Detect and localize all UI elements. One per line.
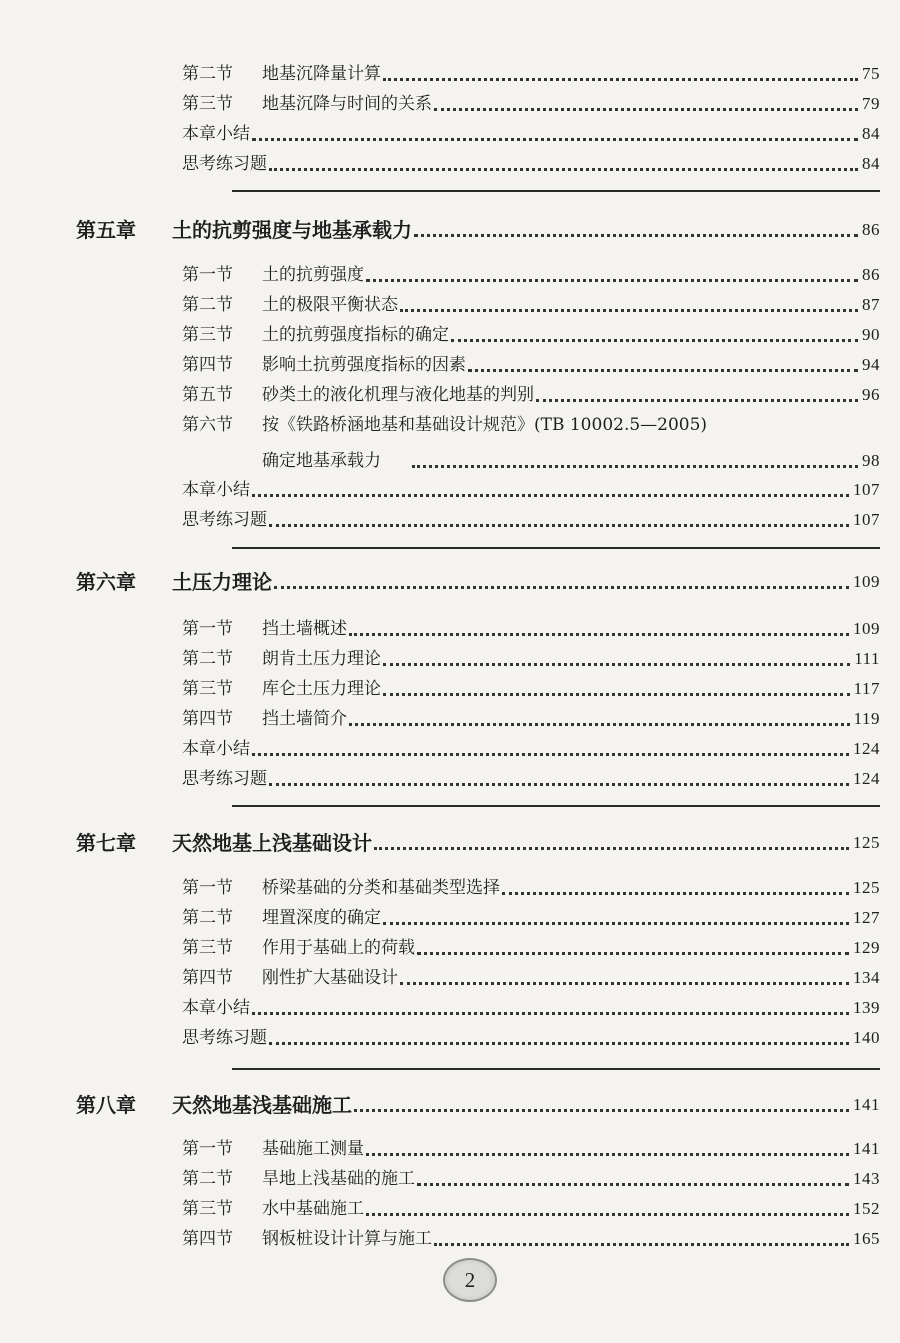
chapter-number: 第六章: [76, 570, 136, 594]
toc-section-row: [182, 708, 880, 730]
section-number: 第四节: [182, 355, 233, 375]
toc-section-row-multiline: [182, 414, 880, 436]
section-title-continuation: 确定地基承载力: [262, 451, 381, 471]
leader-dots: [349, 723, 850, 726]
chapter-title: 天然地基浅基础施工: [172, 1093, 352, 1117]
section-number: 第三节: [182, 325, 233, 345]
toc-continuation-leader: [410, 450, 880, 472]
section-title: 思考练习题: [182, 510, 267, 530]
page-number-badge: [443, 1258, 497, 1302]
toc-section-row: [182, 1228, 880, 1250]
section-number: 第一节: [182, 265, 233, 285]
page-number: 79: [862, 94, 880, 113]
leader-dots: [451, 339, 858, 342]
leader-dots: [412, 465, 858, 468]
toc-section-row: [182, 294, 880, 316]
page-number: 124: [853, 739, 880, 758]
toc-section-row: [182, 153, 880, 175]
page-number: 84: [862, 124, 880, 143]
toc-section-row: [182, 907, 880, 929]
section-title: 影响土抗剪强度指标的因素: [262, 355, 466, 375]
page-number-text: 2: [464, 1267, 476, 1292]
page-number: 124: [853, 769, 880, 788]
toc-section-row: [182, 1168, 880, 1190]
section-number: 第二节: [182, 1169, 233, 1189]
toc-section-row: [182, 678, 880, 700]
toc-section-row: [182, 324, 880, 346]
toc-chapter-row: [76, 832, 880, 854]
chapter-divider: [232, 805, 880, 807]
section-title: 朗肯土压力理论: [262, 649, 381, 669]
section-title: 埋置深度的确定: [262, 908, 381, 928]
toc-section-row: [182, 1198, 880, 1220]
toc-section-row: [182, 937, 880, 959]
section-number: 第四节: [182, 968, 233, 988]
page-number: 125: [853, 878, 880, 897]
toc-section-row: [182, 1138, 880, 1160]
section-number: 第二节: [182, 649, 233, 669]
leader-dots: [366, 279, 858, 282]
section-number: 第四节: [182, 1229, 233, 1249]
page-number: 86: [862, 220, 880, 239]
toc-chapter-row: [76, 571, 880, 593]
section-title: 本章小结: [182, 124, 250, 144]
section-title: 基础施工测量: [262, 1139, 364, 1159]
section-title: 作用于基础上的荷载: [262, 938, 415, 958]
page-number: 96: [862, 385, 880, 404]
chapter-number: 第八章: [76, 1093, 136, 1117]
page-number: 84: [862, 154, 880, 173]
section-title: 库仑土压力理论: [262, 679, 381, 699]
section-title: 水中基础施工: [262, 1199, 364, 1219]
page-number: 143: [853, 1169, 880, 1188]
leader-dots: [269, 524, 849, 527]
page-number: 141: [853, 1095, 880, 1114]
leader-dots: [374, 847, 849, 850]
section-number: 第六节: [182, 415, 233, 435]
page-number: 107: [853, 480, 880, 499]
toc-section-row: [182, 509, 880, 531]
leader-dots: [252, 753, 849, 756]
section-number: 第五节: [182, 385, 233, 405]
page-number: 129: [853, 938, 880, 957]
toc-section-row: [182, 384, 880, 406]
leader-dots: [274, 586, 849, 589]
section-number: 第二节: [182, 908, 233, 928]
section-number: 第三节: [182, 679, 233, 699]
leader-dots: [417, 1183, 849, 1186]
section-title: 旱地上浅基础的施工: [262, 1169, 415, 1189]
section-number: 第一节: [182, 1139, 233, 1159]
leader-dots: [383, 922, 849, 925]
section-title: 挡土墙概述: [262, 619, 347, 639]
leader-dots: [434, 108, 858, 111]
leader-dots: [252, 138, 858, 141]
chapter-divider: [232, 547, 880, 549]
page-number: 111: [854, 649, 880, 668]
page-number: 98: [862, 451, 880, 470]
chapter-title: 天然地基上浅基础设计: [172, 831, 372, 855]
leader-dots: [502, 892, 849, 895]
leader-dots: [434, 1243, 849, 1246]
leader-dots: [400, 309, 858, 312]
leader-dots: [269, 783, 849, 786]
section-number: 第二节: [182, 295, 233, 315]
page-number: 165: [853, 1229, 880, 1248]
page-number: 125: [853, 833, 880, 852]
toc-section-row: [182, 648, 880, 670]
leader-dots: [383, 693, 850, 696]
section-title: 本章小结: [182, 998, 250, 1018]
section-title: 本章小结: [182, 739, 250, 759]
chapter-divider: [232, 190, 880, 192]
section-number: 第二节: [182, 64, 233, 84]
page-number: 109: [853, 572, 880, 591]
section-title: 土的抗剪强度指标的确定: [262, 325, 449, 345]
toc-section-row: [182, 877, 880, 899]
toc-section-row: [182, 967, 880, 989]
page-number: 127: [853, 908, 880, 927]
section-title: 思考练习题: [182, 154, 267, 174]
leader-dots: [354, 1109, 849, 1112]
leader-dots: [252, 494, 849, 497]
leader-dots: [417, 952, 849, 955]
section-title: 思考练习题: [182, 769, 267, 789]
toc-section-row: [182, 618, 880, 640]
page-number: 117: [853, 679, 880, 698]
page-number: 109: [853, 619, 880, 638]
leader-dots: [383, 663, 850, 666]
page-number: 86: [862, 265, 880, 284]
section-title: 挡土墙简介: [262, 709, 347, 729]
page-number: 140: [853, 1028, 880, 1047]
page-number: 94: [862, 355, 880, 374]
section-number: 第三节: [182, 938, 233, 958]
toc-section-row: [182, 479, 880, 501]
section-title: 按《铁路桥涵地基和基础设计规范》(TB 10002.5—2005): [262, 415, 708, 435]
leader-dots: [468, 369, 858, 372]
leader-dots: [349, 633, 849, 636]
toc-section-row: [182, 997, 880, 1019]
toc-section-row: [182, 738, 880, 760]
toc-chapter-row: [76, 219, 880, 241]
chapter-number: 第五章: [76, 218, 136, 242]
chapter-title: 土的抗剪强度与地基承载力: [172, 218, 412, 242]
toc-section-row: [182, 768, 880, 790]
page-number: 141: [853, 1139, 880, 1158]
chapter-divider: [232, 1068, 880, 1070]
section-number: 第四节: [182, 709, 233, 729]
chapter-number: 第七章: [76, 831, 136, 855]
page-number: 87: [862, 295, 880, 314]
leader-dots: [414, 234, 858, 237]
section-title: 地基沉降与时间的关系: [262, 94, 432, 114]
section-title: 刚性扩大基础设计: [262, 968, 398, 988]
leader-dots: [383, 78, 858, 81]
leader-dots: [269, 168, 858, 171]
page-number: 134: [853, 968, 880, 987]
toc-section-row: [182, 264, 880, 286]
leader-dots: [400, 982, 849, 985]
section-title: 钢板桩设计计算与施工: [262, 1229, 432, 1249]
page-number: 75: [862, 64, 880, 83]
section-number: 第一节: [182, 619, 233, 639]
page-number: 152: [853, 1199, 880, 1218]
toc-section-row: [182, 63, 880, 85]
leader-dots: [536, 399, 858, 402]
chapter-title: 土压力理论: [172, 570, 272, 594]
section-title: 土的抗剪强度: [262, 265, 364, 285]
section-number: 第三节: [182, 1199, 233, 1219]
section-title: 桥梁基础的分类和基础类型选择: [262, 878, 500, 898]
toc-section-row: [182, 123, 880, 145]
toc-section-row: [182, 354, 880, 376]
section-title: 砂类土的液化机理与液化地基的判别: [262, 385, 534, 405]
page-number: 90: [862, 325, 880, 344]
leader-dots: [252, 1012, 849, 1015]
toc-chapter-row: [76, 1094, 880, 1116]
section-title: 本章小结: [182, 480, 250, 500]
section-title: 地基沉降量计算: [262, 64, 381, 84]
toc-section-row: [182, 1027, 880, 1049]
page-number: 119: [853, 709, 880, 728]
page-number: 139: [853, 998, 880, 1017]
page-number: 107: [853, 510, 880, 529]
section-title: 土的极限平衡状态: [262, 295, 398, 315]
leader-dots: [366, 1153, 849, 1156]
toc-section-row: [182, 93, 880, 115]
section-number: 第一节: [182, 878, 233, 898]
section-title: 思考练习题: [182, 1028, 267, 1048]
leader-dots: [269, 1042, 849, 1045]
leader-dots: [366, 1213, 849, 1216]
section-number: 第三节: [182, 94, 233, 114]
